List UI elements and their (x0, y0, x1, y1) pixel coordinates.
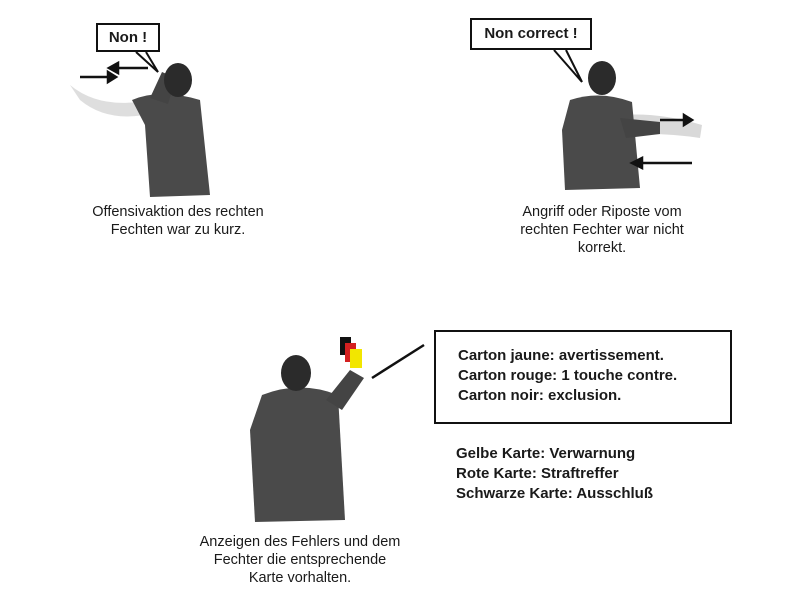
caption-right: Angriff oder Riposte vom rechten Fechter war nicht korrekt. (520, 204, 684, 256)
yellow-card (350, 349, 362, 368)
caption-left: Offensivaktion des rechten Fechten war zu kurz. (92, 204, 264, 238)
pointer-line (372, 345, 424, 378)
card-info-box-french: Carton jaune: avertissement. Carton rouge: 1 touche contre. Carton noir: exclusion. (434, 330, 732, 424)
card-info-german: Gelbe Karte: Verwarnung Rote Karte: Straftreffer Schwarze Karte: Ausschluß (456, 445, 653, 502)
caption-bottom: Anzeigen des Fehlers und dem Fechter die entsprechende Karte vorhalten. (199, 534, 401, 586)
speech-text-right: Non correct ! (484, 25, 578, 42)
speech-text-left: Non ! (108, 29, 148, 46)
